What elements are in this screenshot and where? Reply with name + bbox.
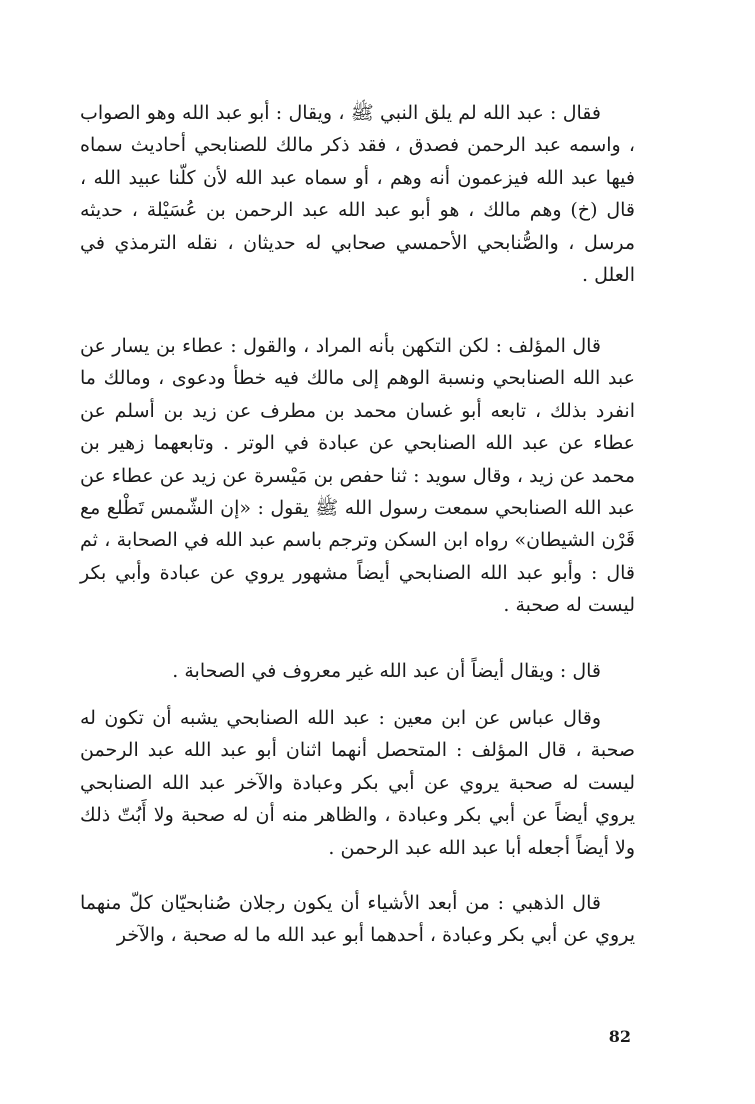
paragraph-1: فقال : عبد الله لم يلق النبي ﷺ ، ويقال : أبو عبد الله وهو الصواب ، واسمه عبد الرحمن فصدق ، فقد ذكر مالك للصنابحي أحاديث سماه فيها عبد الله فيزعمون أنه وهم ، أو سماه عبد الله لأن كلّنا عبيد الله ، قال (خ) وهم مالك ، هو أبو عبد الله عبد الرحمن بن عُسَيْلة ، حديثه مرسل ، والصُّنابحي الأحمسي صحابي له حديثان ، نقله الترمذي في العلل . xyxy=(80,102,635,287)
paragraph-5: قال الذهبي : من أبعد الأشياء أن يكون رجلان صُنابحيّان كلّ منهما يروي عن أبي بكر وعبادة ، أحدهما أبو عبد الله ما له صحبة ، والآخر xyxy=(80,892,635,947)
paragraph-4: وقال عباس عن ابن معين : عبد الله الصنابحي يشبه أن تكون له صحبة ، قال المؤلف : المتحصل أنهما اثنان أبو عبد الله عبد الرحمن ليست له صحبة يروي عن أبي بكر وعبادة والآخر عبد الله الصنابحي يروي أيضاً عن أبي بكر وعبادة ، والظاهر منه أن له صحبة ولا أَبُتّ ذلك ولا أيضاً أجعله أبا عبد الله عبد الرحمن . xyxy=(80,707,635,859)
paragraph-3: قال : ويقال أيضاً أن عبد الله غير معروف في الصحابة . xyxy=(172,660,601,682)
paragraph-2: قال المؤلف : لكن التكهن بأنه المراد ، والقول : عطاء بن يسار عن عبد الله الصنابحي ونسبة الوهم إلى مالك فيه خطأ ودعوى ، ومالك ما انفرد بذلك ، تابعه أبو غسان محمد بن مطرف عن زيد بن أسلم عن عطاء عن عبد الله الصنابحي عن عبادة في الوتر . وتابعهما زهير بن محمد عن زيد ، وقال سويد : ثنا حفص بن مَيْسرة عن زيد عن عطاء عن عبد الله الصنابحي سمعت رسول الله ﷺ يقول : «إن الشّمس تَطْلع مع قَرْن الشيطان» رواه ابن السكن وترجم باسم عبد الله في الصحابة ، ثم قال : وأبو عبد الله الصنابحي أيضاً مشهور يروي عن عبادة وأبي بكر ليست له صحبة . xyxy=(80,335,635,617)
page-number: 82 xyxy=(608,1027,631,1046)
